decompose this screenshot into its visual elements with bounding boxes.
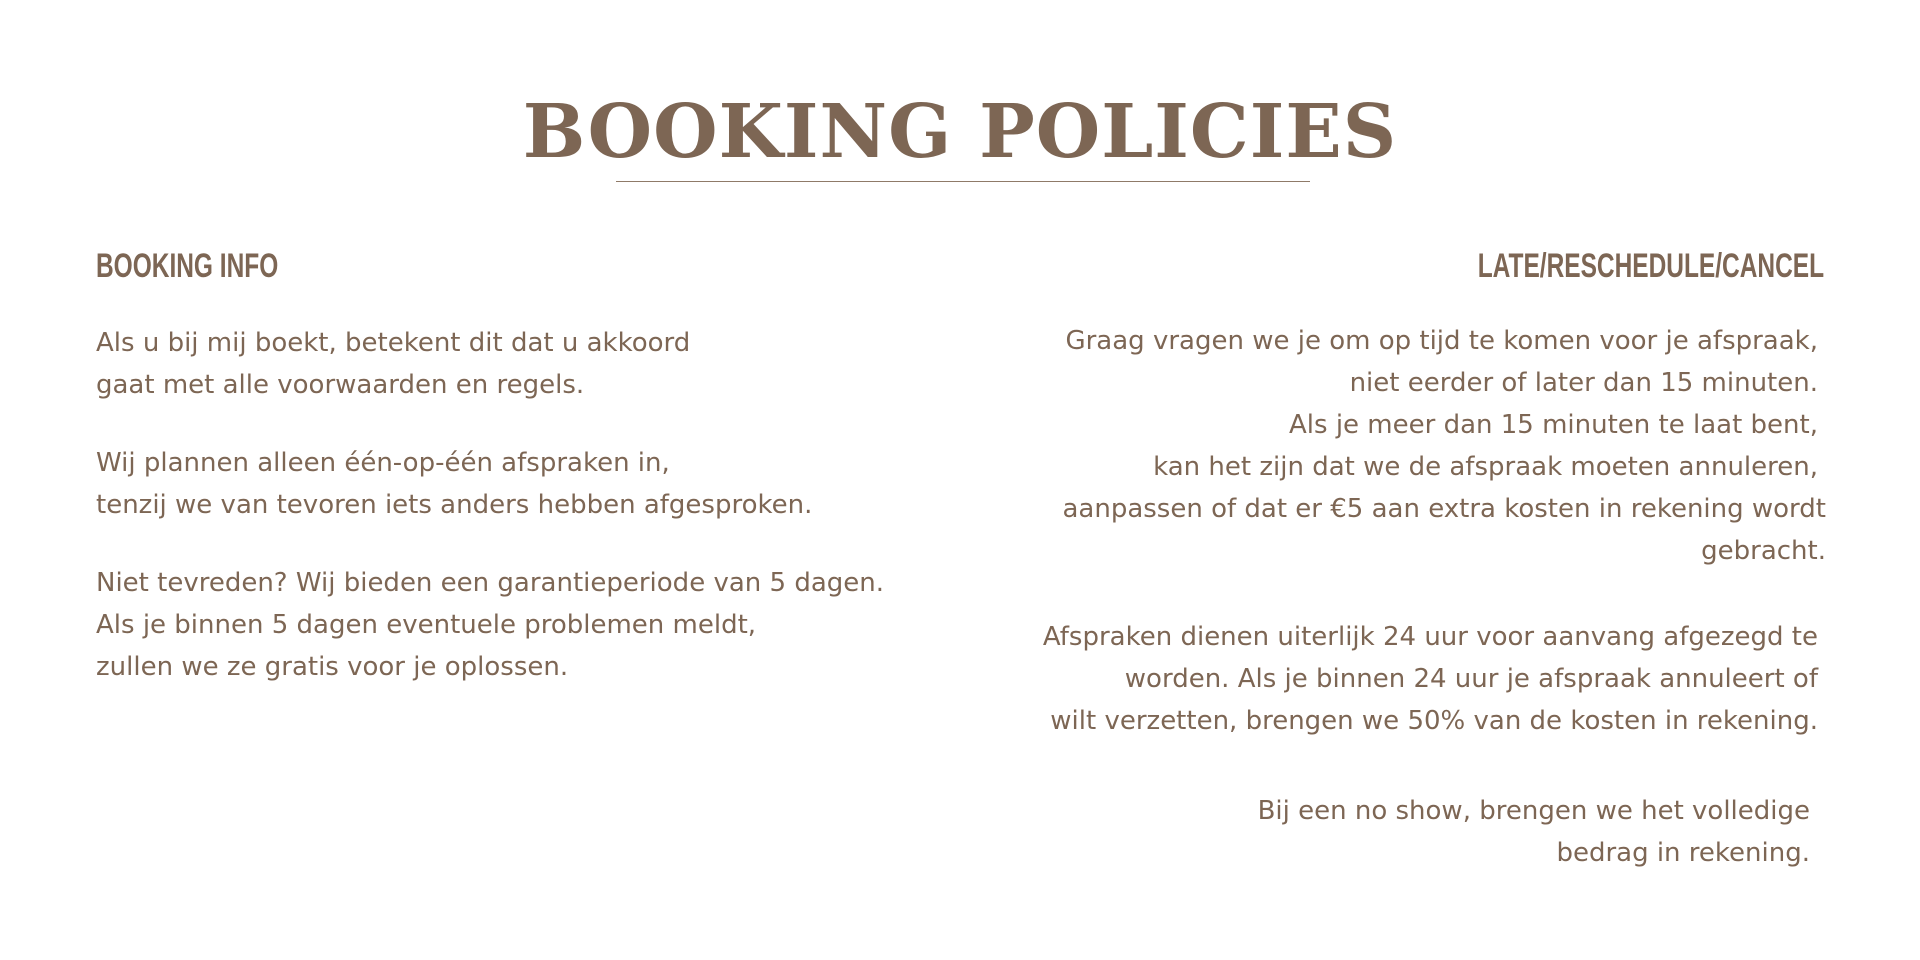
text-line: Bij een no show, brengen we het volledige (1257, 796, 1810, 826)
text-line: Afspraken dienen uiterlijk 24 uur voor aanvang afgezegd te (1042, 622, 1818, 652)
booking-info-paragraph-3 (96, 562, 884, 688)
text-line: tenzij we van tevoren iets anders hebben afgesproken. (96, 490, 813, 520)
text-line: Niet tevreden? Wij bieden een garantieperiode van 5 dagen. (96, 568, 884, 598)
text-line: Als je meer dan 15 minuten te laat bent, (1289, 410, 1818, 440)
cancel-policy-paragraph (1043, 616, 1818, 742)
booking-info-paragraph-1 (96, 322, 690, 406)
page-title: BOOKING POLICIES (522, 89, 1398, 175)
text-line: niet eerder of later dan 15 minuten. (1349, 368, 1818, 398)
text-line: kan het zijn dat we de afspraak moeten annuleren, (1153, 452, 1818, 482)
booking-info-paragraph-2 (96, 442, 812, 526)
text-line: gebracht. (1701, 536, 1826, 566)
text-line: bedrag in rekening. (1556, 838, 1810, 868)
text-line: worden. Als je binnen 24 uur je afspraak annuleert of (1124, 664, 1818, 694)
text-line: zullen we ze gratis voor je oplossen. (96, 652, 569, 682)
title-divider (616, 181, 1310, 182)
text-line: Graag vragen we je om op tijd te komen voor je afspraak, (1065, 326, 1818, 356)
text-line: Wij plannen alleen één-op-één afspraken in, (96, 448, 670, 478)
late-policy-paragraph (1062, 320, 1826, 572)
late-reschedule-cancel-heading: LATE/RESCHEDULE/CANCEL (1477, 247, 1824, 285)
text-line: aanpassen of dat er €5 aan extra kosten in rekening wordt (1062, 494, 1826, 524)
no-show-policy-paragraph (1258, 790, 1810, 874)
booking-info-heading: BOOKING INFO (96, 247, 279, 285)
text-line: Als u bij mij boekt, betekent dit dat u akkoord (96, 328, 691, 358)
text-line: wilt verzetten, brengen we 50% van de kosten in rekening. (1050, 706, 1818, 736)
text-line: gaat met alle voorwaarden en regels. (96, 370, 585, 400)
text-line: Als je binnen 5 dagen eventuele problemen meldt, (96, 610, 757, 640)
